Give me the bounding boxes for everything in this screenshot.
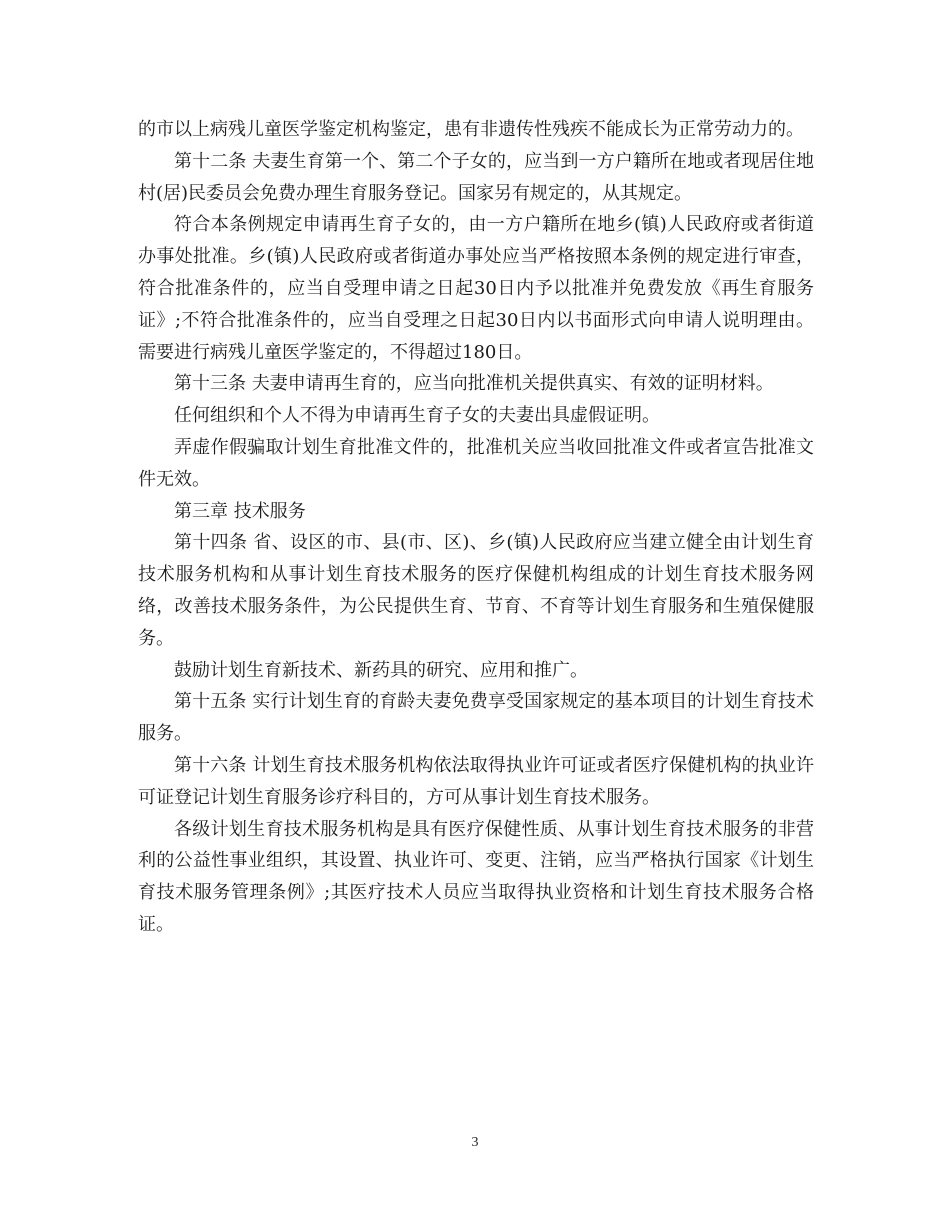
chapter-heading: 第三章 技术服务 — [174, 500, 306, 522]
paragraph: 任何组织和个人不得为申请再生育子女的夫妻出具虚假证明。 — [174, 405, 660, 427]
document-body — [138, 114, 814, 941]
paragraph: 弄虚作假骗取计划生育批准文件的，批准机关应当收回批准文件或者宣告批准文件无效。 — [138, 436, 814, 490]
page-number: 3 — [471, 1135, 479, 1150]
paragraph: 第十五条 实行计划生育的育龄夫妻免费享受国家规定的基本项目的计划生育技术服务。 — [138, 691, 814, 745]
paragraph: 第十四条 省、设区的市、县(市、区)、乡(镇)人民政府应当建立健全由计划生育技术服务机构和从事计划生育技术服务的医疗保健机构组成的计划生育技术服务网络，改善技术服务条件，为公民提供生育、节育、不育等计划生育服务和生殖保健服务。 — [138, 532, 814, 649]
paragraph: 鼓励计划生育新技术、新药具的研究、应用和推广。 — [174, 659, 588, 681]
paragraph: 的市以上病残儿童医学鉴定机构鉴定，患有非遗传性残疾不能成长为正常劳动力的。 — [138, 119, 804, 140]
paragraph: 各级计划生育技术服务机构是具有医疗保健性质、从事计划生育技术服务的非营利的公益性事业组织，其设置、执业许可、变更、注销，应当严格执行国家《计划生育技术服务管理条例》;其医疗技术人员应当取得执业资格和计划生育技术服务合格证。 — [138, 818, 814, 935]
paragraph: 第十六条 计划生育技术服务机构依法取得执业许可证或者医疗保健机构的执业许可证登记计划生育服务诊疗科目的，方可从事计划生育技术服务。 — [138, 754, 814, 808]
paragraph: 第十二条 夫妻生育第一个、第二个子女的，应当到一方户籍所在地或者现居住地村(居)民委员会免费办理生育服务登记。国家另有规定的，从其规定。 — [138, 150, 814, 204]
paragraph: 符合本条例规定申请再生育子女的，由一方户籍所在地乡(镇)人民政府或者街道办事处批准。乡(镇)人民政府或者街道办事处应当严格按照本条例的规定进行审查，符合批准条件的，应当自受理申请之日起30日内予以批准并免费发放《再生育服务证》;不符合批准条件的，应当自受理之日起30日内以书面形式向申请人说明理由。需要进行病残儿童医学鉴定的，不得超过180日。 — [138, 214, 814, 363]
paragraph: 第十三条 夫妻申请再生育的，应当向批准机关提供真实、有效的证明材料。 — [174, 373, 774, 395]
